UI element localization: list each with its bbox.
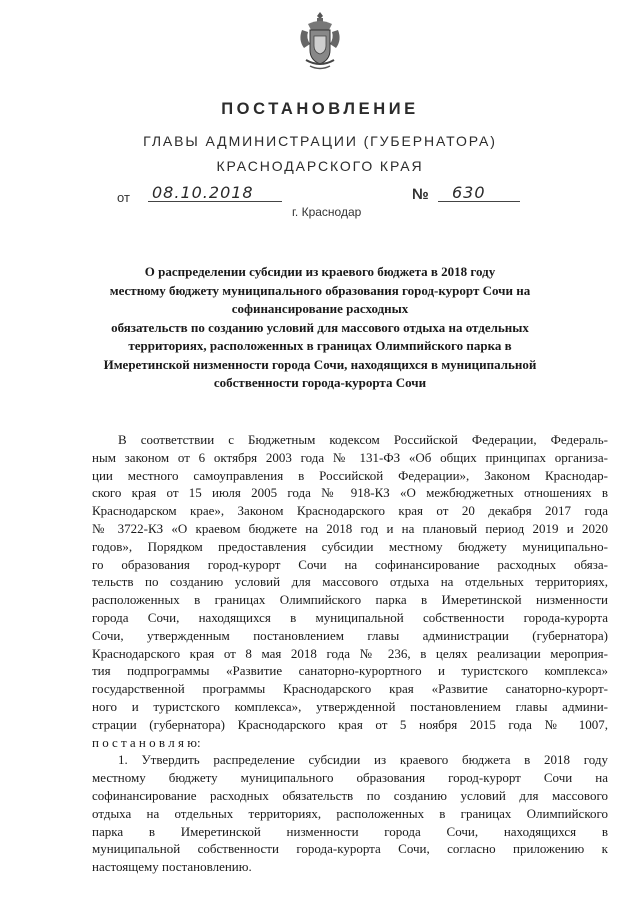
- region-heading: КРАСНОДАРСКОГО КРАЯ: [216, 158, 424, 174]
- resolution-body: [92, 431, 608, 876]
- date-prefix: от: [117, 190, 130, 205]
- body-text-line: ского края от 15 июля 2005 года № 918-КЗ «О межбюджетных отношениях в: [92, 485, 608, 501]
- title-line: местному бюджету муниципального образования город-курорт Сочи на: [109, 282, 531, 298]
- body-text-line: В соответствии с Бюджетным кодексом Российской Федерации, Федераль-: [118, 432, 608, 447]
- body-text-line: муниципальной собственности города-курорта Сочи, согласно приложению к: [92, 841, 608, 857]
- body-text-line: п о с т а н о в л я ю:: [92, 734, 201, 750]
- title-line: территориях, расположенных в границах Олимпийского парка в: [128, 338, 512, 353]
- body-text-line: тельств по созданию условий для массового отдыха на отдельных территориях,: [92, 574, 608, 590]
- body-text-line: софинансирование расходных обязательств по созданию условий для массового: [92, 787, 608, 803]
- number-prefix: №: [412, 186, 429, 203]
- body-text-line: страции (губернатора) Краснодарского края от 5 ноября 2015 года № 1007,: [92, 716, 608, 732]
- title-line: собственности города-курорта Сочи: [213, 375, 427, 390]
- body-text-line: ного и туристского комплекса», утвержденной постановлением главы админи-: [92, 698, 608, 714]
- body-text-line: расположенных в границах Олимпийского парка в Имеретинской низменности: [92, 592, 608, 608]
- title-line: обязательств по созданию условий для массового отдыха на отдельных: [111, 319, 529, 335]
- body-text-line: Краснодарского края от 8 мая 2018 года № 236, в целях реализации мероприя-: [92, 645, 608, 661]
- body-text-line: ции местного самоуправления в Российской Федерации», Законом Краснодар-: [92, 467, 608, 483]
- body-text-line: го образования город-курорт Сочи на софинансирование расходных обяза-: [92, 556, 608, 572]
- body-text-line: 1. Утвердить распределение субсидии из краевого бюджета в 2018 году: [118, 752, 608, 768]
- date-underline: [148, 201, 282, 202]
- body-text-line: государственной программы Краснодарского края «Развитие санаторно-курорт-: [92, 681, 608, 697]
- body-text-line: настоящему постановлению.: [92, 859, 252, 875]
- title-line: Имеретинской низменности города Сочи, находящихся в муниципальной: [103, 356, 537, 372]
- number-underline: [438, 201, 520, 202]
- city-label: г. Краснодар: [292, 205, 362, 219]
- body-text-line: отдыха на отдельных территориях, расположенных в границах Олимпийского: [92, 805, 608, 821]
- body-text-line: годов», Порядком предоставления субсидии местному бюджету муниципально-: [92, 538, 608, 554]
- body-text-line: ным законом от 6 октября 2003 года № 131-ФЗ «Об общих принципах организа-: [92, 449, 608, 465]
- resolution-title: [92, 263, 548, 393]
- body-text-line: тия подпрограммы «Развитие санаторно-курортного и туристского комплекса»: [92, 663, 608, 679]
- document-number: 630: [452, 183, 486, 202]
- coat-of-arms-emblem: [296, 10, 344, 72]
- body-text-line: парка в Имеретинской низменности города Сочи, находящихся в: [92, 823, 608, 839]
- body-text-line: Сочи, утвержденным постановлением главы администрации (губернатора): [92, 627, 608, 643]
- document-date: 08.10.2018: [152, 183, 254, 202]
- title-line: софинансирование расходных: [231, 301, 409, 316]
- title-line: О распределении субсидии из краевого бюджета в 2018 году: [144, 264, 496, 279]
- issuer-heading: ГЛАВЫ АДМИНИСТРАЦИИ (ГУБЕРНАТОРА): [143, 133, 497, 149]
- document-type-heading: ПОСТАНОВЛЕНИЕ: [221, 100, 419, 118]
- body-text-line: № 3722-КЗ «О краевом бюджете на 2018 год и на плановый период 2019 и 2020: [92, 520, 608, 536]
- body-text-line: города Сочи, находящихся в муниципальной собственности города-курорта: [92, 609, 608, 625]
- body-text-line: Краснодарском крае», Законом Краснодарского края от 20 декабря 2017 года: [92, 503, 608, 519]
- body-text-line: местному бюджету муниципального образования город-курорт Сочи на: [92, 770, 608, 786]
